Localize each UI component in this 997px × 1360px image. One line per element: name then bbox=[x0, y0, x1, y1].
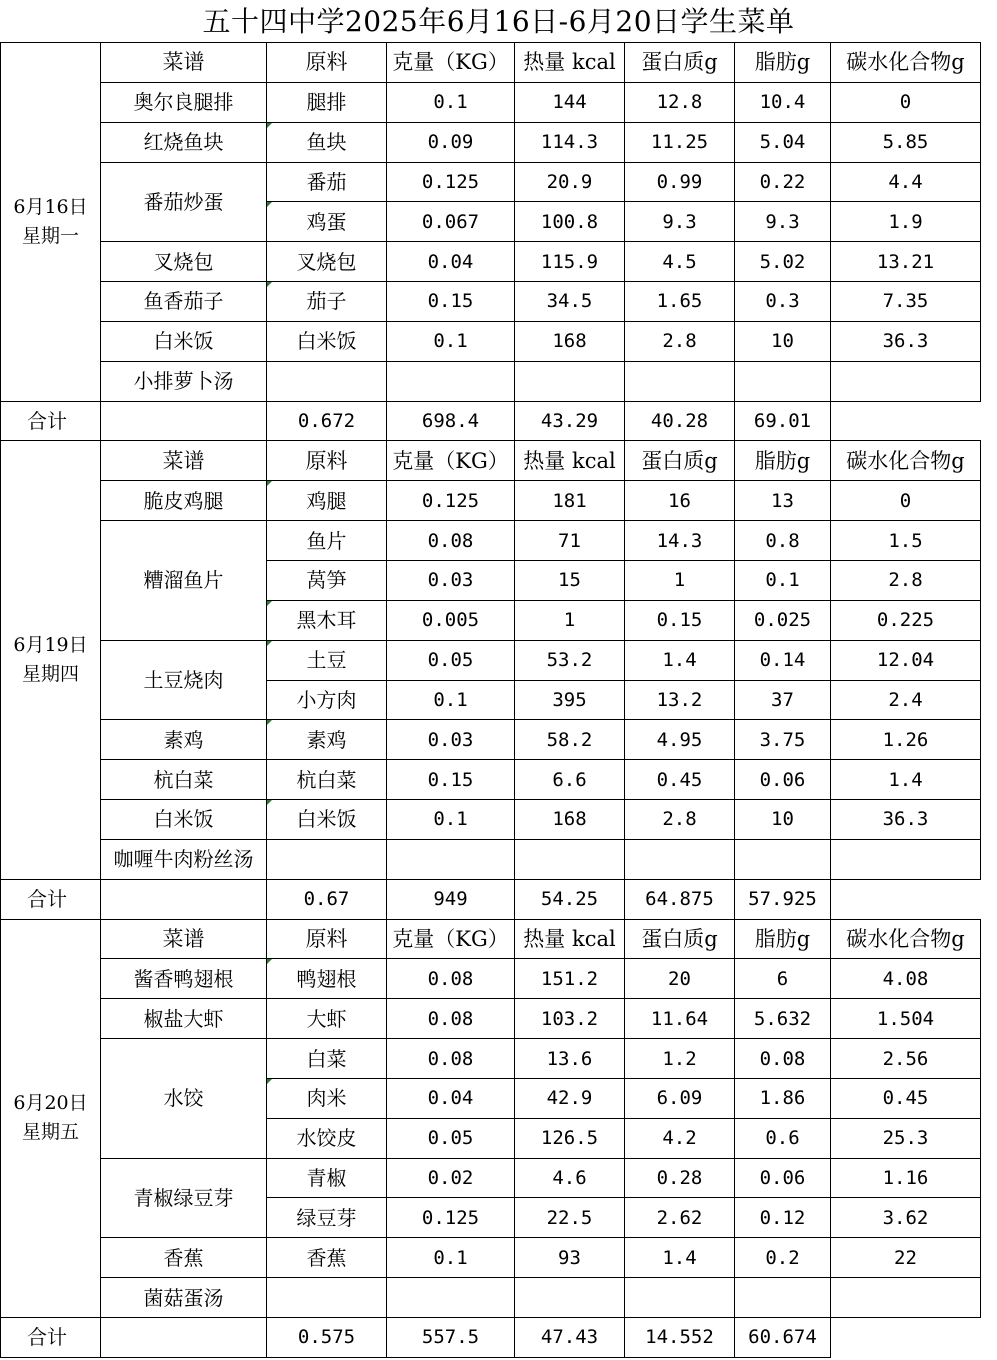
total-carbs: 69.01 bbox=[735, 401, 831, 441]
total-weight: 0.67 bbox=[267, 879, 387, 919]
carbs-g: 5.85 bbox=[831, 122, 981, 162]
total-row bbox=[1, 401, 981, 441]
protein-g: 16 bbox=[625, 481, 735, 521]
table-row bbox=[1, 999, 981, 1039]
table-row bbox=[1, 839, 981, 879]
table-row bbox=[1, 282, 981, 322]
ingredient: 香蕉 bbox=[267, 1238, 387, 1278]
carbs-g: 2.8 bbox=[831, 560, 981, 600]
energy-kcal: 58.2 bbox=[515, 720, 625, 760]
carbs-g: 36.3 bbox=[831, 800, 981, 840]
energy-kcal: 168 bbox=[515, 321, 625, 361]
dish-name: 酱香鸭翅根 bbox=[101, 959, 267, 999]
protein-g: 11.64 bbox=[625, 999, 735, 1039]
ingredient: 鸡腿 bbox=[267, 481, 387, 521]
protein-g: 4.95 bbox=[625, 720, 735, 760]
carbs-g: 1.4 bbox=[831, 760, 981, 800]
total-blank bbox=[101, 1318, 267, 1358]
table-row bbox=[1, 760, 981, 800]
table-row bbox=[1, 122, 981, 162]
column-header: 菜谱 bbox=[101, 441, 267, 481]
total-protein: 47.43 bbox=[515, 1318, 625, 1358]
dish-name: 脆皮鸡腿 bbox=[101, 481, 267, 521]
table-row bbox=[1, 1278, 981, 1318]
energy-kcal: 151.2 bbox=[515, 959, 625, 999]
fat-g: 9.3 bbox=[735, 202, 831, 242]
energy-kcal: 1 bbox=[515, 600, 625, 640]
dish-name: 土豆烧肉 bbox=[101, 640, 267, 720]
protein-g: 1.4 bbox=[625, 1238, 735, 1278]
carbs-g: 25.3 bbox=[831, 1118, 981, 1158]
table-row bbox=[1, 1039, 981, 1079]
cell-comment-marker bbox=[267, 720, 272, 725]
weight-kg: 0.04 bbox=[387, 1078, 515, 1118]
protein-g: 1.2 bbox=[625, 1039, 735, 1079]
weight-kg bbox=[387, 1278, 515, 1318]
energy-kcal: 103.2 bbox=[515, 999, 625, 1039]
dish-name: 椒盐大虾 bbox=[101, 999, 267, 1039]
fat-g: 0.12 bbox=[735, 1198, 831, 1238]
ingredient: 小方肉 bbox=[267, 680, 387, 720]
total-blank bbox=[101, 401, 267, 441]
energy-kcal: 114.3 bbox=[515, 122, 625, 162]
energy-kcal: 15 bbox=[515, 560, 625, 600]
dish-name: 鱼香茄子 bbox=[101, 282, 267, 322]
weight-kg: 0.1 bbox=[387, 800, 515, 840]
energy-kcal: 20.9 bbox=[515, 162, 625, 202]
carbs-g: 22 bbox=[831, 1238, 981, 1278]
carbs-g: 36.3 bbox=[831, 321, 981, 361]
table-row bbox=[1, 1158, 981, 1198]
ingredient: 鸭翅根 bbox=[267, 959, 387, 999]
column-header: 蛋白质g bbox=[625, 919, 735, 959]
fat-g: 3.75 bbox=[735, 720, 831, 760]
carbs-g: 0 bbox=[831, 481, 981, 521]
fat-g: 10.4 bbox=[735, 82, 831, 122]
energy-kcal: 13.6 bbox=[515, 1039, 625, 1079]
protein-g: 0.99 bbox=[625, 162, 735, 202]
day-weekday: 星期五 bbox=[21, 1121, 79, 1144]
total-row bbox=[1, 1318, 981, 1358]
ingredient: 鱼片 bbox=[267, 521, 387, 561]
dish-name: 香蕉 bbox=[101, 1238, 267, 1278]
weight-kg: 0.05 bbox=[387, 1118, 515, 1158]
fat-g: 5.02 bbox=[735, 242, 831, 282]
ingredient: 白菜 bbox=[267, 1039, 387, 1079]
protein-g: 11.25 bbox=[625, 122, 735, 162]
table-row bbox=[1, 82, 981, 122]
carbs-g: 1.9 bbox=[831, 202, 981, 242]
ingredient: 鸡蛋 bbox=[267, 202, 387, 242]
carbs-g bbox=[831, 839, 981, 879]
ingredient: 杭白菜 bbox=[267, 760, 387, 800]
fat-g: 6 bbox=[735, 959, 831, 999]
carbs-g: 1.16 bbox=[831, 1158, 981, 1198]
total-energy: 949 bbox=[387, 879, 515, 919]
dish-name: 小排萝卜汤 bbox=[101, 361, 267, 401]
table-row bbox=[1, 959, 981, 999]
ingredient: 番茄 bbox=[267, 162, 387, 202]
table-row bbox=[1, 481, 981, 521]
energy-kcal bbox=[515, 1278, 625, 1318]
column-header: 碳水化合物g bbox=[831, 919, 981, 959]
column-header: 克量（KG） bbox=[387, 43, 515, 83]
total-carbs: 60.674 bbox=[735, 1318, 831, 1358]
header-row bbox=[1, 919, 981, 959]
carbs-g: 2.4 bbox=[831, 680, 981, 720]
ingredient: 鱼块 bbox=[267, 122, 387, 162]
total-energy: 557.5 bbox=[387, 1318, 515, 1358]
energy-kcal: 181 bbox=[515, 481, 625, 521]
total-fat: 64.875 bbox=[625, 879, 735, 919]
carbs-g bbox=[831, 1278, 981, 1318]
energy-kcal: 22.5 bbox=[515, 1198, 625, 1238]
header-row bbox=[1, 43, 981, 83]
column-header: 原料 bbox=[267, 919, 387, 959]
day-weekday: 星期四 bbox=[21, 663, 79, 686]
weight-kg: 0.05 bbox=[387, 640, 515, 680]
carbs-g: 3.62 bbox=[831, 1198, 981, 1238]
ingredient: 大虾 bbox=[267, 999, 387, 1039]
weight-kg: 0.125 bbox=[387, 162, 515, 202]
weight-kg: 0.1 bbox=[387, 321, 515, 361]
cell-comment-marker bbox=[267, 641, 272, 646]
ingredient: 腿排 bbox=[267, 82, 387, 122]
cell-comment-marker bbox=[267, 123, 272, 128]
table-row bbox=[1, 640, 981, 680]
fat-g: 5.04 bbox=[735, 122, 831, 162]
column-header: 蛋白质g bbox=[625, 441, 735, 481]
protein-g bbox=[625, 839, 735, 879]
protein-g: 13.2 bbox=[625, 680, 735, 720]
fat-g: 0.22 bbox=[735, 162, 831, 202]
energy-kcal: 115.9 bbox=[515, 242, 625, 282]
energy-kcal: 4.6 bbox=[515, 1158, 625, 1198]
protein-g: 14.3 bbox=[625, 521, 735, 561]
fat-g: 13 bbox=[735, 481, 831, 521]
ingredient: 绿豆芽 bbox=[267, 1198, 387, 1238]
column-header: 热量 kcal bbox=[515, 43, 625, 83]
dish-name: 红烧鱼块 bbox=[101, 122, 267, 162]
dish-name: 青椒绿豆芽 bbox=[101, 1158, 267, 1238]
ingredient: 青椒 bbox=[267, 1158, 387, 1198]
energy-kcal: 6.6 bbox=[515, 760, 625, 800]
weight-kg bbox=[387, 839, 515, 879]
fat-g: 0.025 bbox=[735, 600, 831, 640]
fat-g: 10 bbox=[735, 800, 831, 840]
energy-kcal: 34.5 bbox=[515, 282, 625, 322]
dish-name: 咖喱牛肉粉丝汤 bbox=[101, 839, 267, 879]
carbs-g bbox=[831, 361, 981, 401]
fat-g bbox=[735, 361, 831, 401]
weight-kg: 0.04 bbox=[387, 242, 515, 282]
total-label: 合计 bbox=[1, 1318, 101, 1358]
weight-kg: 0.125 bbox=[387, 481, 515, 521]
fat-g: 0.1 bbox=[735, 560, 831, 600]
protein-g: 0.28 bbox=[625, 1158, 735, 1198]
table-row bbox=[1, 242, 981, 282]
column-header: 克量（KG） bbox=[387, 441, 515, 481]
carbs-g: 7.35 bbox=[831, 282, 981, 322]
ingredient: 叉烧包 bbox=[267, 242, 387, 282]
total-energy: 698.4 bbox=[387, 401, 515, 441]
day-date: 6月16日 bbox=[13, 195, 88, 218]
protein-g: 1.65 bbox=[625, 282, 735, 322]
dish-name: 糟溜鱼片 bbox=[101, 521, 267, 641]
ingredient: 白米饭 bbox=[267, 800, 387, 840]
energy-kcal: 42.9 bbox=[515, 1078, 625, 1118]
protein-g: 20 bbox=[625, 959, 735, 999]
protein-g: 6.09 bbox=[625, 1078, 735, 1118]
protein-g: 4.2 bbox=[625, 1118, 735, 1158]
carbs-g: 0.45 bbox=[831, 1078, 981, 1118]
ingredient: 茄子 bbox=[267, 282, 387, 322]
table-row bbox=[1, 720, 981, 760]
fat-g: 0.14 bbox=[735, 640, 831, 680]
total-blank bbox=[101, 879, 267, 919]
fat-g: 0.2 bbox=[735, 1238, 831, 1278]
fat-g: 0.06 bbox=[735, 760, 831, 800]
weight-kg: 0.08 bbox=[387, 1039, 515, 1079]
protein-g: 0.15 bbox=[625, 600, 735, 640]
carbs-g: 1.26 bbox=[831, 720, 981, 760]
cell-comment-marker bbox=[267, 202, 272, 207]
weight-kg: 0.02 bbox=[387, 1158, 515, 1198]
carbs-g: 4.4 bbox=[831, 162, 981, 202]
cell-comment-marker bbox=[267, 1079, 272, 1084]
carbs-g: 1.504 bbox=[831, 999, 981, 1039]
energy-kcal: 168 bbox=[515, 800, 625, 840]
weight-kg: 0.1 bbox=[387, 680, 515, 720]
carbs-g: 12.04 bbox=[831, 640, 981, 680]
day-date: 6月20日 bbox=[13, 1092, 88, 1115]
total-label: 合计 bbox=[1, 401, 101, 441]
weight-kg: 0.125 bbox=[387, 1198, 515, 1238]
day-cell bbox=[1, 919, 101, 1317]
cell-comment-marker bbox=[267, 959, 272, 964]
ingredient: 莴笋 bbox=[267, 560, 387, 600]
carbs-g: 1.5 bbox=[831, 521, 981, 561]
weight-kg: 0.03 bbox=[387, 560, 515, 600]
ingredient: 白米饭 bbox=[267, 321, 387, 361]
carbs-g: 2.56 bbox=[831, 1039, 981, 1079]
ingredient: 肉米 bbox=[267, 1078, 387, 1118]
header-row bbox=[1, 441, 981, 481]
ingredient: 水饺皮 bbox=[267, 1118, 387, 1158]
protein-g: 1 bbox=[625, 560, 735, 600]
column-header: 碳水化合物g bbox=[831, 441, 981, 481]
total-fat: 14.552 bbox=[625, 1318, 735, 1358]
dish-name: 水饺 bbox=[101, 1039, 267, 1159]
table-row bbox=[1, 1238, 981, 1278]
day-cell bbox=[1, 43, 101, 402]
fat-g: 0.3 bbox=[735, 282, 831, 322]
weight-kg: 0.005 bbox=[387, 600, 515, 640]
weight-kg: 0.1 bbox=[387, 1238, 515, 1278]
page-title: 五十四中学2025年6月16日-6月20日学生菜单 bbox=[202, 5, 795, 38]
ingredient bbox=[267, 839, 387, 879]
weight-kg: 0.09 bbox=[387, 122, 515, 162]
fat-g bbox=[735, 1278, 831, 1318]
dish-name: 白米饭 bbox=[101, 800, 267, 840]
protein-g: 0.45 bbox=[625, 760, 735, 800]
total-carbs: 57.925 bbox=[735, 879, 831, 919]
column-header: 脂肪g bbox=[735, 441, 831, 481]
day-cell bbox=[1, 441, 101, 879]
weight-kg: 0.067 bbox=[387, 202, 515, 242]
dish-name: 白米饭 bbox=[101, 321, 267, 361]
weight-kg: 0.15 bbox=[387, 282, 515, 322]
ingredient: 素鸡 bbox=[267, 720, 387, 760]
dish-name: 菌菇蛋汤 bbox=[101, 1278, 267, 1318]
table-row bbox=[1, 800, 981, 840]
carbs-g: 4.08 bbox=[831, 959, 981, 999]
energy-kcal: 93 bbox=[515, 1238, 625, 1278]
day-weekday: 星期一 bbox=[21, 224, 79, 247]
protein-g: 2.62 bbox=[625, 1198, 735, 1238]
dish-name: 素鸡 bbox=[101, 720, 267, 760]
dish-name: 番茄炒蛋 bbox=[101, 162, 267, 242]
column-header: 蛋白质g bbox=[625, 43, 735, 83]
column-header: 原料 bbox=[267, 43, 387, 83]
column-header: 原料 bbox=[267, 441, 387, 481]
total-label: 合计 bbox=[1, 879, 101, 919]
energy-kcal: 126.5 bbox=[515, 1118, 625, 1158]
energy-kcal: 71 bbox=[515, 521, 625, 561]
weight-kg: 0.03 bbox=[387, 720, 515, 760]
table-row bbox=[1, 521, 981, 561]
ingredient: 土豆 bbox=[267, 640, 387, 680]
total-protein: 43.29 bbox=[515, 401, 625, 441]
fat-g: 0.06 bbox=[735, 1158, 831, 1198]
column-header: 克量（KG） bbox=[387, 919, 515, 959]
day-date: 6月19日 bbox=[13, 634, 88, 657]
cell-comment-marker bbox=[267, 800, 272, 805]
energy-kcal: 395 bbox=[515, 680, 625, 720]
total-weight: 0.672 bbox=[267, 401, 387, 441]
column-header: 脂肪g bbox=[735, 919, 831, 959]
carbs-g: 0.225 bbox=[831, 600, 981, 640]
protein-g: 4.5 bbox=[625, 242, 735, 282]
fat-g bbox=[735, 839, 831, 879]
column-header: 菜谱 bbox=[101, 43, 267, 83]
weight-kg: 0.1 bbox=[387, 82, 515, 122]
dish-name: 杭白菜 bbox=[101, 760, 267, 800]
fat-g: 0.8 bbox=[735, 521, 831, 561]
weight-kg: 0.15 bbox=[387, 760, 515, 800]
protein-g: 12.8 bbox=[625, 82, 735, 122]
energy-kcal: 53.2 bbox=[515, 640, 625, 680]
fat-g: 37 bbox=[735, 680, 831, 720]
column-header: 热量 kcal bbox=[515, 919, 625, 959]
fat-g: 5.632 bbox=[735, 999, 831, 1039]
cell-comment-marker bbox=[267, 601, 272, 606]
energy-kcal: 100.8 bbox=[515, 202, 625, 242]
fat-g: 0.08 bbox=[735, 1039, 831, 1079]
fat-g: 10 bbox=[735, 321, 831, 361]
cell-comment-marker bbox=[267, 481, 272, 486]
dish-name: 奥尔良腿排 bbox=[101, 82, 267, 122]
protein-g: 2.8 bbox=[625, 321, 735, 361]
protein-g: 2.8 bbox=[625, 800, 735, 840]
weight-kg: 0.08 bbox=[387, 999, 515, 1039]
weight-kg bbox=[387, 361, 515, 401]
carbs-g: 0 bbox=[831, 82, 981, 122]
column-header: 脂肪g bbox=[735, 43, 831, 83]
weight-kg: 0.08 bbox=[387, 959, 515, 999]
energy-kcal bbox=[515, 839, 625, 879]
total-protein: 54.25 bbox=[515, 879, 625, 919]
menu-table bbox=[0, 42, 981, 1358]
protein-g bbox=[625, 1278, 735, 1318]
ingredient: 黑木耳 bbox=[267, 600, 387, 640]
fat-g: 1.86 bbox=[735, 1078, 831, 1118]
total-weight: 0.575 bbox=[267, 1318, 387, 1358]
dish-name: 叉烧包 bbox=[101, 242, 267, 282]
energy-kcal: 144 bbox=[515, 82, 625, 122]
fat-g: 0.6 bbox=[735, 1118, 831, 1158]
carbs-g: 13.21 bbox=[831, 242, 981, 282]
ingredient bbox=[267, 1278, 387, 1318]
protein-g: 1.4 bbox=[625, 640, 735, 680]
column-header: 热量 kcal bbox=[515, 441, 625, 481]
energy-kcal bbox=[515, 361, 625, 401]
table-row bbox=[1, 321, 981, 361]
table-row bbox=[1, 162, 981, 202]
weight-kg: 0.08 bbox=[387, 521, 515, 561]
total-fat: 40.28 bbox=[625, 401, 735, 441]
column-header: 碳水化合物g bbox=[831, 43, 981, 83]
protein-g bbox=[625, 361, 735, 401]
ingredient bbox=[267, 361, 387, 401]
column-header: 菜谱 bbox=[101, 919, 267, 959]
cell-comment-marker bbox=[267, 282, 272, 287]
total-row bbox=[1, 879, 981, 919]
table-row bbox=[1, 361, 981, 401]
protein-g: 9.3 bbox=[625, 202, 735, 242]
